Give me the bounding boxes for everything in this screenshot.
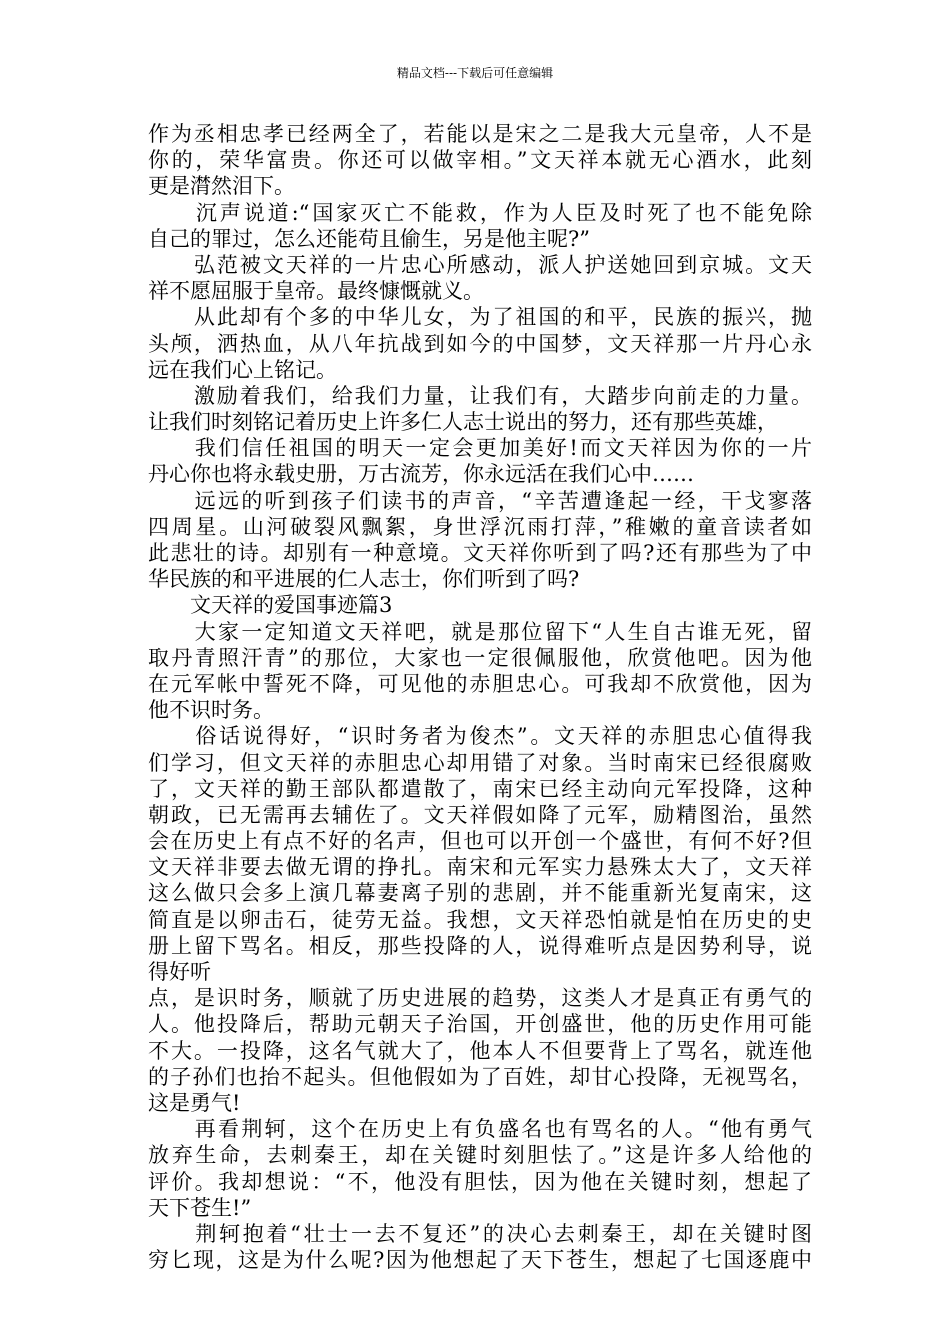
text-line: 文天祥的爱国事迹篇3	[148, 593, 393, 618]
text-line: 不大。一投降，这名气就大了，他本人不但要背上了骂名，就连他	[148, 1038, 812, 1063]
text-line: 在元军帐中誓死不降，可见他的赤胆忠心。可我却不欣赏他，因为	[148, 671, 812, 696]
text-line: 让我们时刻铭记着历史上许多仁人志士说出的努力，还有那些英雄，	[148, 410, 778, 435]
text-line: 再看荆轲，这个在历史上有负盛名也有骂名的人。“他有勇气	[148, 1117, 812, 1142]
text-line: 的子孙们也抬不起头。但他假如为了百姓，却甘心投降，无视骂名，	[148, 1064, 812, 1089]
text-line: 自己的罪过，怎么还能苟且偷生，另是他主呢?”	[148, 226, 590, 251]
text-line: 册上留下骂名。相反，那些投降的人，说得难听点是因势利导，说	[148, 933, 812, 958]
text-line: 作为丞相忠孝已经两全了，若能以是宋之二是我大元皇帝，人不是	[148, 122, 812, 146]
page-header: 精品文档---下载后可任意编辑	[396, 66, 554, 80]
text-line: 这么做只会多上演几幕妻离子别的悲剧，并不能重新光复南宋，这	[148, 881, 812, 906]
text-line: 我们信任祖国的明天一定会更加美好!而文天祥因为你的一片	[148, 436, 812, 461]
text-line: 大家一定知道文天祥吧，就是那位留下“人生自古谁无死，留	[148, 619, 812, 644]
text-line: 他不识时务。	[148, 698, 274, 723]
text-line: 天下苍生!”	[148, 1195, 252, 1220]
text-line: 荆轲抱着“壮士一去不复还”的决心去刺秦王，却在关键时图	[148, 1221, 812, 1246]
text-line: 会在历史上有点不好的名声，但也可以开创一个盛世，有何不好?但	[148, 829, 812, 854]
text-line: 人。他投降后，帮助元朝天子治国，开创盛世，他的历史作用可能	[148, 1012, 812, 1037]
text-line: 评价。我却想说：“不，他没有胆怯，因为他在关键时刻，想起了	[148, 1169, 812, 1194]
text-line: 祥不愿屈服于皇帝。最终慷慨就义。	[148, 279, 484, 304]
text-line: 此悲壮的诗。却别有一种意境。文天祥你听到了吗?还有那些为了中	[148, 541, 812, 565]
text-line: 们学习，但文天祥的赤胆忠心却用错了对象。当时南宋已经很腐败	[148, 750, 812, 775]
text-line: 了，文天祥的勤王部队都遣散了，南宋已经主动向元军投降，这种	[148, 776, 812, 801]
text-line: 从此却有个多的中华儿女，为了祖国的和平，民族的振兴，抛	[148, 305, 812, 330]
text-line: 得好听	[148, 960, 211, 984]
text-line: 更是潸然泪下。	[148, 174, 295, 199]
text-line: 穷匕现，这是为什么呢?因为他想起了天下苍生，想起了七国逐鹿中	[148, 1248, 812, 1273]
text-line: 放弃生命，去刺秦王，却在关键时刻胆怯了。”这是许多人给他的	[148, 1143, 812, 1168]
text-line: 简直是以卵击石，徒劳无益。我想，文天祥恐怕就是怕在历史的史	[148, 907, 812, 932]
text-line: 朝政，已无需再去辅佐了。文天祥假如降了元军，励精图治，虽然	[148, 802, 812, 827]
text-line: 远在我们心上铭记。	[148, 357, 337, 382]
text-line: 丹心你也将永载史册，万古流芳，你永远活在我们心中……	[148, 462, 694, 487]
text-line: 你的，荣华富贵。你还可以做宰相。”文天祥本就无心酒水，此刻	[148, 148, 812, 173]
text-line: 头颅，洒热血，从八年抗战到如今的中国梦，文天祥那一片丹心永	[148, 331, 812, 356]
text-line: 这是勇气!	[148, 1090, 241, 1115]
text-line: 华民族的和平进展的仁人志士，你们听到了吗?	[148, 567, 580, 592]
text-line: 点，是识时务，顺就了历史进展的趋势，这类人才是真正有勇气的	[148, 986, 812, 1011]
text-line: 弘范被文天祥的一片忠心所感动，派人护送她回到京城。文天	[148, 252, 812, 277]
text-line: 激励着我们，给我们力量，让我们有，大踏步向前走的力量。	[148, 383, 812, 408]
text-line: 俗话说得好，“识时务者为俊杰”。文天祥的赤胆忠心值得我	[148, 724, 812, 749]
text-line: 沉声说道:“国家灭亡不能救，作为人臣及时死了也不能免除	[148, 200, 812, 225]
document-body	[148, 121, 812, 1273]
text-line: 取丹青照汗青”的那位，大家也一定很佩服他，欣赏他吧。因为他	[148, 645, 812, 670]
text-line: 远远的听到孩子们读书的声音，“辛苦遭逢起一经，干戈寥落	[148, 488, 812, 513]
text-line: 文天祥非要去做无谓的挣扎。南宋和元军实力悬殊太大了，文天祥	[148, 855, 812, 880]
text-line: 四周星。山河破裂风飘絮，身世浮沉雨打萍，”稚嫩的童音读者如	[148, 514, 812, 539]
